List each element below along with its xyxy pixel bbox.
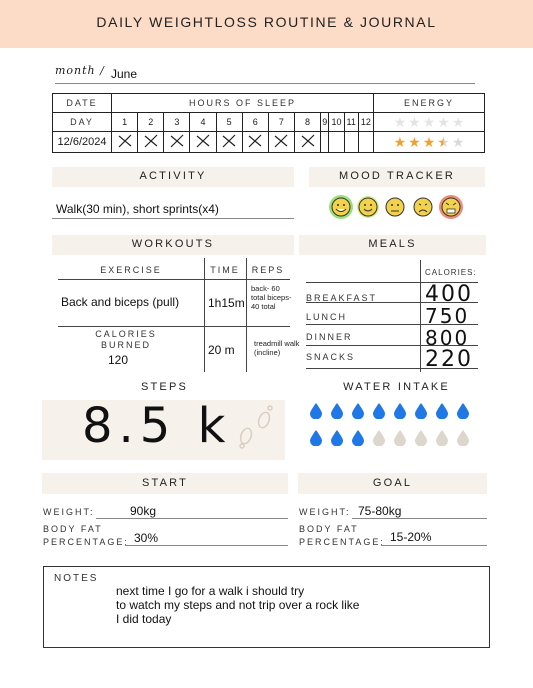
mood-faces	[325, 192, 470, 222]
meal-lunch-calories[interactable]: 750	[425, 304, 470, 328]
water-drop-icon[interactable]	[331, 403, 343, 419]
start-weight-value[interactable]: 90kg	[130, 504, 157, 518]
star-icon[interactable]: ★	[408, 114, 421, 130]
meal-lunch-label: LUNCH	[306, 312, 348, 322]
sleep-cell[interactable]	[329, 132, 344, 153]
hour-7-label: 7	[268, 113, 294, 132]
sleep-x-mark	[116, 133, 134, 149]
hour-9-label: 9	[321, 113, 329, 132]
sleep-cell[interactable]	[358, 132, 373, 153]
water-drops	[310, 403, 490, 455]
sleep-cell[interactable]	[112, 132, 138, 153]
mood-sad-icon[interactable]	[414, 198, 432, 216]
water-drop-icon[interactable]	[310, 403, 322, 419]
water-drop-icon[interactable]	[352, 430, 364, 446]
water-drop-icon[interactable]	[352, 403, 364, 419]
reps2-value[interactable]: treadmill walk (incline)	[254, 339, 300, 357]
meal-breakfast-calories[interactable]: 400	[425, 282, 473, 307]
time-value[interactable]: 1h15m	[208, 296, 245, 310]
meals-label: MEALS	[368, 238, 417, 250]
star-icon[interactable]: ★	[437, 134, 450, 150]
date-header: DATE	[53, 94, 112, 113]
activity-line	[52, 218, 294, 219]
exercise-col-header: EXERCISE	[100, 265, 162, 275]
sleep-cell[interactable]	[268, 132, 294, 153]
activity-label: ACTIVITY	[139, 170, 207, 182]
goal-bf-label-2: PERCENTAGE:	[299, 537, 385, 547]
mood-neutral-icon[interactable]	[386, 198, 404, 216]
sleep-table	[52, 93, 485, 153]
start-bf-line	[125, 545, 288, 546]
sleep-cell[interactable]	[344, 132, 358, 153]
water-drop-icon[interactable]	[394, 430, 406, 446]
water-drop-icon[interactable]	[373, 403, 385, 419]
sleep-cell[interactable]	[294, 132, 320, 153]
hour-6-label: 6	[242, 113, 268, 132]
water-drop-icon[interactable]	[415, 403, 427, 419]
calories-burned-value[interactable]: 120	[108, 353, 129, 367]
reps-col-header: REPS	[251, 265, 285, 275]
water-drop-icon[interactable]	[457, 430, 469, 446]
steps-label: STEPS	[140, 381, 189, 393]
start-label: START	[141, 477, 189, 489]
sleep-cell[interactable]	[138, 132, 164, 153]
hour-8-label: 8	[294, 113, 320, 132]
meal-snacks-calories[interactable]: 220	[425, 347, 473, 372]
sleep-x-mark	[142, 133, 160, 149]
goal-weight-line	[352, 518, 487, 519]
steps-value[interactable]: 8.5 k	[82, 398, 232, 454]
hour-5-label: 5	[216, 113, 242, 132]
start-weight-line	[96, 518, 288, 519]
water-drop-icon[interactable]	[415, 430, 427, 446]
water-drop-icon[interactable]	[457, 403, 469, 419]
sleep-cell[interactable]	[216, 132, 242, 153]
energy-stars-rated[interactable]	[374, 132, 485, 153]
mood-angry-icon[interactable]	[439, 195, 463, 219]
sleep-cell[interactable]	[190, 132, 216, 153]
water-label: WATER INTAKE	[343, 381, 450, 393]
start-bf-label-1: BODY FAT	[43, 524, 103, 534]
hour-1-label: 1	[112, 113, 138, 132]
star-icon[interactable]: ★	[393, 114, 407, 130]
water-drop-icon[interactable]	[394, 403, 406, 419]
star-icon[interactable]: ★	[451, 114, 465, 130]
meal-breakfast-label: BREAKFAST	[306, 293, 378, 303]
activity-value[interactable]: Walk(30 min), short sprints(x4)	[56, 202, 219, 216]
goal-weight-label: WEIGHT:	[299, 507, 351, 517]
goal-bf-line	[381, 545, 487, 546]
sleep-cell[interactable]	[321, 132, 329, 153]
water-drop-icon[interactable]	[436, 403, 448, 419]
date-value[interactable]: 12/6/2024	[53, 132, 112, 153]
hours-header: HOURS OF SLEEP	[112, 94, 374, 113]
meal-snacks-label: SNACKS	[306, 352, 356, 362]
sleep-cell[interactable]	[242, 132, 268, 153]
goal-bf-label-1: BODY FAT	[299, 524, 359, 534]
page-title: DAILY WEIGHTLOSS ROUTINE & JOURNAL	[96, 14, 437, 30]
time-col-header: TIME	[210, 265, 240, 275]
star-icon[interactable]: ★	[393, 134, 407, 150]
notes-line-3: I did today	[116, 612, 172, 626]
notes-line-2: to watch my steps and not trip over a rock like	[116, 598, 360, 612]
notes-line-1: next time I go for a walk i should try	[116, 584, 305, 598]
sleep-x-mark	[220, 133, 238, 149]
hour-10-label: 10	[329, 113, 344, 132]
water-drop-icon[interactable]	[373, 430, 385, 446]
notes-label: NOTES	[54, 573, 99, 584]
mood-happy-icon[interactable]	[329, 195, 353, 219]
star-icon[interactable]: ★	[422, 134, 436, 150]
star-icon[interactable]: ★	[408, 134, 421, 150]
hour-11-label: 11	[344, 113, 358, 132]
sleep-x-mark	[246, 133, 264, 149]
day-header: DAY	[53, 113, 112, 132]
goal-weight-value[interactable]: 75-80kg	[358, 504, 402, 518]
hour-2-label: 2	[138, 113, 164, 132]
workouts-label: WORKOUTS	[131, 238, 215, 250]
time2-value[interactable]: 20 m	[208, 343, 235, 357]
exercise-value[interactable]: Back and biceps (pull)	[61, 295, 180, 309]
sleep-x-mark	[299, 133, 317, 149]
month-value[interactable]: June	[111, 67, 138, 81]
month-label: month /	[55, 64, 105, 77]
footprints-icon	[232, 402, 280, 450]
energy-header: ENERGY	[374, 94, 485, 113]
start-bf-label-2: PERCENTAGE:	[43, 537, 129, 547]
goal-label: GOAL	[372, 477, 413, 489]
hour-12-label: 12	[358, 113, 373, 132]
star-icon[interactable]: ★	[437, 114, 450, 130]
start-bf-value[interactable]: 30%	[134, 531, 159, 545]
meal-dinner-calories[interactable]: 800	[425, 326, 470, 350]
star-icon[interactable]: ★	[451, 134, 465, 150]
water-drop-icon[interactable]	[436, 430, 448, 446]
reps-value[interactable]: back- 60 total biceps- 40 total	[251, 284, 292, 311]
sleep-x-mark	[168, 133, 186, 149]
month-line	[55, 83, 475, 84]
hour-3-label: 3	[164, 113, 190, 132]
mood-label: MOOD TRACKER	[338, 170, 456, 182]
water-drop-icon[interactable]	[331, 430, 343, 446]
sleep-x-mark	[194, 133, 212, 149]
mood-content-icon[interactable]	[357, 196, 379, 218]
sleep-x-mark	[272, 133, 290, 149]
start-weight-label: WEIGHT:	[43, 507, 95, 517]
star-icon[interactable]: ★	[422, 114, 436, 130]
goal-bf-value[interactable]: 15-20%	[390, 530, 432, 544]
energy-stars-empty	[374, 113, 485, 132]
water-drop-icon[interactable]	[310, 430, 322, 446]
sleep-cell[interactable]	[164, 132, 190, 153]
meal-dinner-label: DINNER	[306, 332, 353, 342]
hour-4-label: 4	[190, 113, 216, 132]
meal-calories-header: CALORIES:	[425, 268, 477, 277]
calories-burned-label: CALORIES BURNED	[95, 329, 157, 350]
